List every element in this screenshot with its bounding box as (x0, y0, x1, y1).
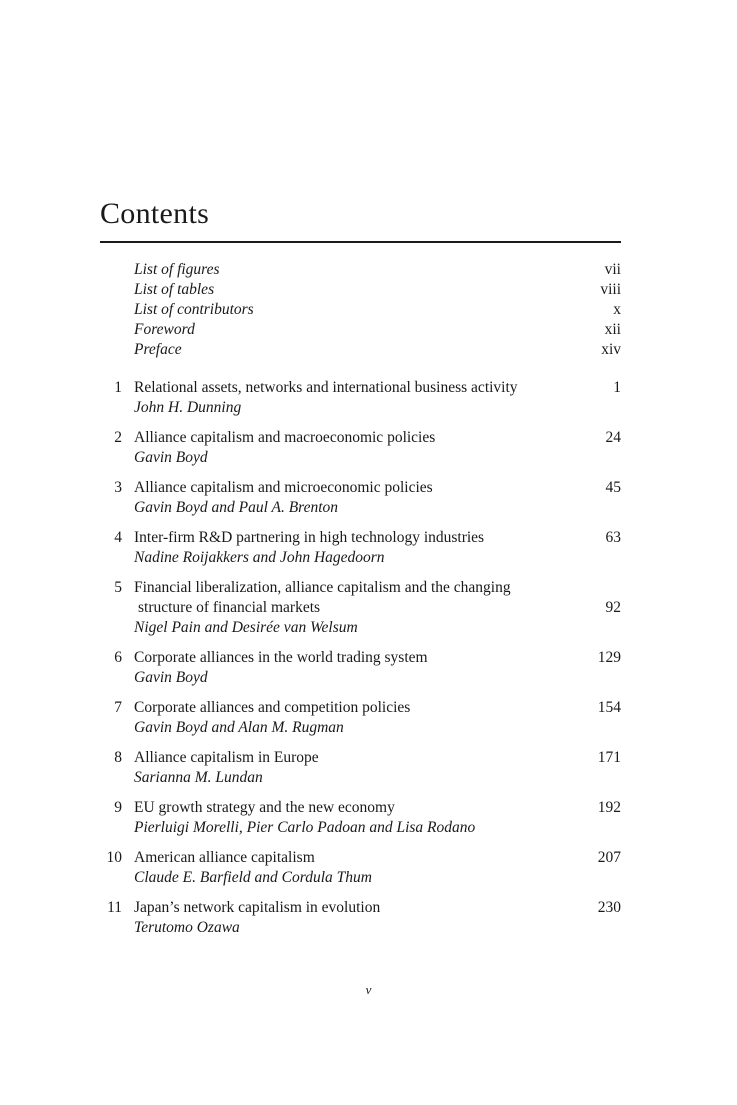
chapter-number: 11 (107, 899, 122, 916)
chapter-entry (100, 848, 621, 888)
front-matter-label: List of figures (134, 261, 220, 278)
chapter-title: Inter-firm R&D partnering in high technology industries (134, 529, 485, 546)
chapter-author: Gavin Boyd and Paul A. Brenton (134, 499, 339, 516)
chapter-number: 4 (114, 529, 122, 546)
front-matter-item (134, 260, 621, 280)
front-matter-page: viii (600, 281, 621, 298)
chapter-entry (100, 428, 621, 468)
front-matter-label: Preface (134, 341, 182, 358)
chapter-author: Claude E. Barfield and Cordula Thum (134, 869, 372, 886)
chapter-list (100, 378, 621, 938)
chapter-title: Alliance capitalism and macroeconomic policies (134, 429, 436, 446)
chapter-title-continued: structure of financial markets (138, 599, 321, 616)
front-matter-page: vii (604, 261, 621, 278)
chapter-author: Pierluigi Morelli, Pier Carlo Padoan and Lisa Rodano (134, 819, 476, 836)
chapter-title: Japan’s network capitalism in evolution (134, 899, 381, 916)
chapter-number: 8 (114, 749, 122, 766)
front-matter-page: x (613, 301, 621, 318)
chapter-entry (100, 528, 621, 568)
chapter-entry (100, 698, 621, 738)
chapter-title: American alliance capitalism (134, 849, 315, 866)
front-matter-item (134, 320, 621, 340)
chapter-number: 1 (114, 379, 122, 396)
chapter-entry (100, 748, 621, 788)
chapter-entry (100, 798, 621, 838)
chapter-author: Sarianna M. Lundan (134, 769, 263, 786)
chapter-entry (100, 578, 621, 638)
chapter-author: Terutomo Ozawa (134, 919, 240, 936)
chapter-title: EU growth strategy and the new economy (134, 799, 395, 816)
chapter-author: Gavin Boyd (134, 449, 208, 466)
chapter-number: 10 (106, 849, 122, 866)
chapter-number: 6 (114, 649, 122, 666)
chapter-title: Corporate alliances and competition policies (134, 699, 411, 716)
chapter-author: Gavin Boyd (134, 669, 208, 686)
chapter-author: John H. Dunning (134, 399, 242, 416)
chapter-entry (100, 648, 621, 688)
chapter-author: Nigel Pain and Desirée van Welsum (134, 619, 358, 636)
chapter-page: 1 (613, 379, 621, 396)
chapter-title: Relational assets, networks and international business activity (134, 379, 518, 396)
chapter-title: Financial liberalization, alliance capitalism and the changing (134, 579, 511, 596)
chapter-page: 24 (605, 429, 621, 446)
chapter-entry (100, 898, 621, 938)
title-rule (100, 241, 621, 243)
chapter-title: Alliance capitalism in Europe (134, 749, 319, 766)
chapter-number: 7 (114, 699, 122, 716)
chapter-page: 92 (605, 599, 621, 616)
chapter-author: Gavin Boyd and Alan M. Rugman (134, 719, 344, 736)
chapter-page: 171 (597, 749, 621, 766)
front-matter-item (134, 280, 621, 300)
chapter-entry (100, 478, 621, 518)
page-number: v (365, 982, 372, 997)
chapter-page: 192 (597, 799, 621, 816)
front-matter-label: Foreword (134, 321, 195, 338)
chapter-number: 2 (114, 429, 122, 446)
chapter-title: Corporate alliances in the world trading system (134, 649, 428, 666)
chapter-page: 230 (597, 899, 621, 916)
chapter-page: 129 (597, 649, 621, 666)
front-matter-list (134, 260, 621, 360)
front-matter-item (134, 340, 621, 360)
chapter-title: Alliance capitalism and microeconomic policies (134, 479, 433, 496)
chapter-number: 5 (114, 579, 122, 596)
chapter-page: 154 (597, 699, 621, 716)
front-matter-label: List of contributors (134, 301, 254, 318)
chapter-number: 9 (114, 799, 122, 816)
chapter-page: 63 (605, 529, 621, 546)
front-matter-page: xiv (601, 341, 621, 358)
chapter-author: Nadine Roijakkers and John Hagedoorn (134, 549, 385, 566)
chapter-entry (100, 378, 621, 418)
chapter-page: 45 (605, 479, 621, 496)
front-matter-label: List of tables (134, 281, 215, 298)
front-matter-page: xii (604, 321, 621, 338)
chapter-number: 3 (114, 479, 122, 496)
chapter-page: 207 (597, 849, 621, 866)
front-matter-item (134, 300, 621, 320)
page-title: Contents (100, 197, 210, 230)
